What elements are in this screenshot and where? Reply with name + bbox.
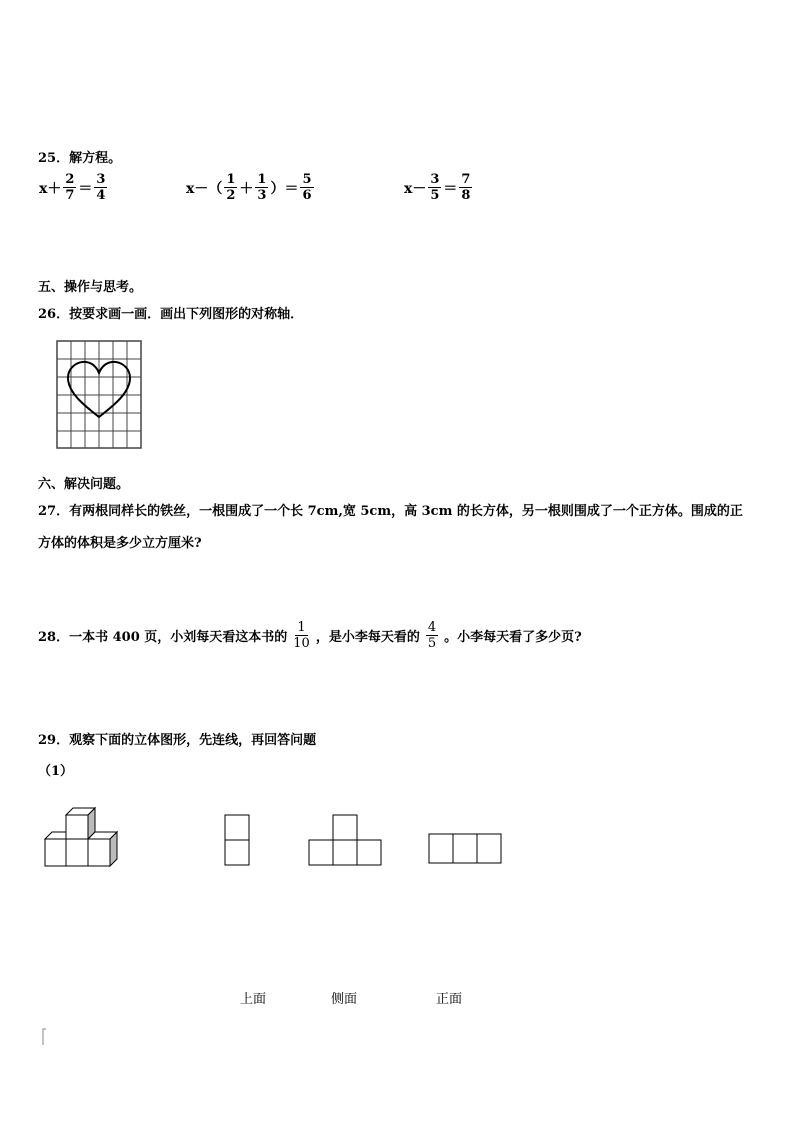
eq3-lhs: x－ xyxy=(404,180,427,197)
eq2-fraction-c: $\frac{5}{6}$ xyxy=(302,172,312,203)
eq3-equals: ＝ xyxy=(443,180,458,197)
view-figure-c xyxy=(428,833,504,865)
q27-line-1: 27．有两根同样长的铁丝，一根围成了一个长 7cm,宽 5cm，高 3cm 的长方体，另一根则围成了一个正方体。围成的正 xyxy=(38,504,743,519)
label-top-view: 上面 xyxy=(240,992,267,1007)
eq2-plus: ＋ xyxy=(239,180,254,197)
equation-1 xyxy=(38,172,108,203)
heart-grid-figure xyxy=(55,338,145,451)
eq1-equals: ＝ xyxy=(78,180,93,197)
q28-fraction-2: $\frac{4}{5}$ xyxy=(427,620,437,651)
cube-stack-figure xyxy=(44,802,120,868)
equation-2 xyxy=(185,172,315,203)
label-side-view: 侧面 xyxy=(331,992,358,1007)
view-figure-b xyxy=(308,814,384,868)
q28-part-1: 28．一本书 400 页，小刘每天看这本书的 xyxy=(38,630,288,645)
q28-fraction-1: $\frac{1}{10}$ xyxy=(293,620,310,651)
q28-part-2: ，是小李每天看的 xyxy=(315,630,420,645)
section-5-title: 五、操作与思考。 xyxy=(38,280,143,295)
view-figure-a xyxy=(224,814,252,868)
q29-title: 29．观察下面的立体图形，先连线，再回答问题 xyxy=(38,733,317,748)
eq1-fraction-a: $\frac{2}{7}$ xyxy=(65,172,75,203)
q28-part-3: 。小李每天看了多少页? xyxy=(444,630,582,645)
section-6-title: 六、解决问题。 xyxy=(38,477,130,492)
eq2-fraction-b: $\frac{1}{3}$ xyxy=(257,172,267,203)
eq2-lhs: x－（ xyxy=(186,180,223,197)
eq3-fraction-a: $\frac{3}{5}$ xyxy=(430,172,440,203)
equation-3 xyxy=(403,172,473,203)
label-front-view: 正面 xyxy=(436,992,463,1007)
q29-sub: （1） xyxy=(38,764,74,779)
q26-title: 26．按要求画一画．画出下列图形的对称轴． xyxy=(38,307,304,322)
q25-title: 25．解方程。 xyxy=(38,151,122,166)
eq2-fraction-a: $\frac{1}{2}$ xyxy=(226,172,236,203)
eq3-fraction-b: $\frac{7}{8}$ xyxy=(461,172,471,203)
q28 xyxy=(38,620,582,651)
corner-crop-mark xyxy=(38,1028,48,1046)
q27-line-2: 方体的体积是多少立方厘米? xyxy=(38,536,202,551)
eq1-lhs: x＋ xyxy=(39,180,62,197)
eq1-fraction-b: $\frac{3}{4}$ xyxy=(96,172,106,203)
eq2-close: ）＝ xyxy=(270,180,299,197)
